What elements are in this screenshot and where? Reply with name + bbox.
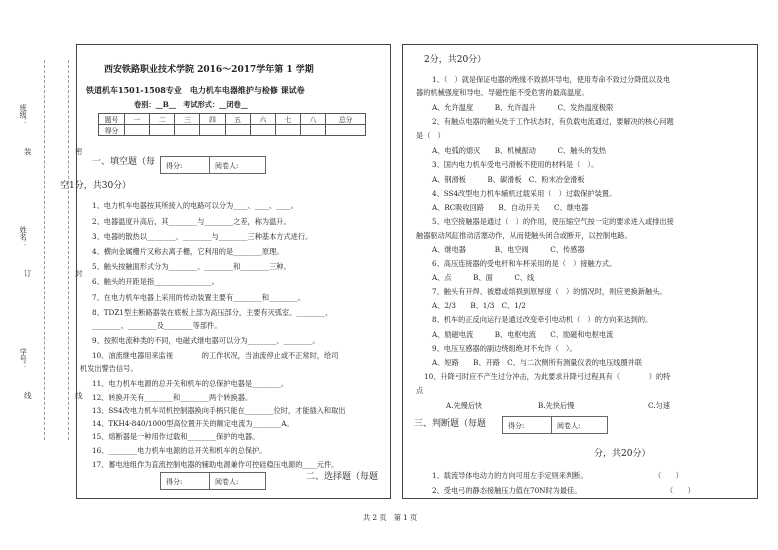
fill-item: 1、电力机车电器按其所接入的电路可以分为____、____、____。 [92, 201, 298, 210]
paper-type: 卷别：__B__ 考试形式：__闭卷__ [134, 100, 248, 109]
seal-mark-mid: 订 封 [24, 269, 101, 278]
score-cell: 八 [301, 114, 326, 125]
score-cell: 四 [200, 114, 225, 125]
choice-item: 8、机车的正反向运行是通过改变牵引电动机（ ）的方向来达到的。 [432, 315, 653, 324]
exam-subtitle: 铁道机车1501-1508专业 电力机车电器维护与检修 课试卷 [86, 85, 305, 95]
grade-box-score: 得分: [166, 162, 183, 170]
seal-mark-top: 装 密 [24, 147, 101, 156]
choice-item: A、短路 B、开路 C、与二次侧所有测量仪表的电压线圈并联 [432, 358, 643, 367]
fill-item: 6、触头的开距是指________________。 [92, 277, 219, 286]
choice-item: 10、升降弓时应不产生过分冲击，为此要求升降弓过程具有（ ）的特 [424, 372, 671, 381]
fill-item: 16、________电力机车电源的总开关和机车的总保护。 [92, 446, 267, 455]
fill-item: 8、TDZ1型主断路器装在底板上部为高压部分，主要有灭弧室、________、 [92, 308, 333, 317]
choice-item: A、钢滑板 B、碳滑板 C、粉末冶金滑板 [432, 175, 585, 184]
choice-item: 是（ ） [416, 131, 445, 140]
score-cell: 三 [175, 114, 200, 125]
grade-box-2 [160, 472, 266, 490]
exam-title: 西安铁路职业技术学院 2016～2017学年第 1 学期 [104, 65, 314, 75]
tf-answer-paren: （ ） [666, 486, 695, 495]
section1-cont: 空1分，共30分） [60, 181, 132, 191]
score-table [98, 113, 366, 136]
score-cell [200, 125, 225, 136]
q10-option-b: B.先快后慢 [538, 401, 575, 410]
grade-box-grader: 阅卷人: [557, 422, 581, 430]
fill-item: 机发出警告信号。 [80, 364, 138, 373]
fill-item: 12、转换开关有________和________两个转换器。 [92, 393, 253, 402]
section2-title: 二、选择题（每题 [306, 472, 379, 482]
q10-option-a: A.先慢后快 [446, 401, 483, 410]
section3-title: 三、判断题（每题 [414, 419, 487, 429]
grade-box-score: 得分: [508, 422, 525, 430]
score-cell [150, 125, 175, 136]
score-table-header-row [99, 114, 366, 125]
choice-item: A、励磁电流 B、电枢电流 C、励磁和电枢电流 [432, 330, 614, 339]
fill-item: 17、蓄电池组作为直流控制电器的辅助电源兼作可控硅稳压电源的____元件。 [92, 460, 339, 469]
score-cell [326, 125, 366, 136]
seal-mark-bot: 线 线 [24, 391, 101, 400]
fill-item: 3、电器的散热以________、________与________三种基本方式进行。 [92, 232, 313, 241]
q10-option-c: C.匀速 [648, 401, 670, 410]
student-id-label: 学号： [19, 348, 29, 370]
fill-item: 11、电力机车电源的总开关和机车的总保护电器是________。 [92, 379, 289, 388]
section1-title: 一、填空题（每 [92, 157, 156, 167]
choice-item: 触器驱动风缸推动活塞动作，从而使触头闭合或断开，以控制电路。 [416, 231, 632, 240]
fill-item: 15、熔断器是一种用作过载和________保护的电器。 [92, 432, 260, 441]
fill-item: 4、横向金属栅片又称去离子栅，它利用的是________原理。 [92, 247, 284, 256]
grade-box-3 [502, 416, 608, 434]
fill-item: 13、SS4改电力机车司机控制器换向手柄只能在________位时，才能插入和取出 [92, 406, 346, 415]
score-cell [301, 125, 326, 136]
choice-item: 2、有触点电器的触头处于工作状态时，有负载电流通过，要解决的核心问题 [432, 117, 674, 126]
name-label: 姓名： [19, 226, 29, 248]
score-cell: 五 [225, 114, 250, 125]
fill-item: 9、按照电流种类的不同，电磁式继电器可以分为________、________。 [92, 336, 320, 345]
choice-item: A、继电器 B、电空阀 C、传感器 [432, 245, 585, 254]
score-table-score-row [99, 125, 366, 136]
score-cell [175, 125, 200, 136]
choice-item: 6、高压连接器的受电杆和车杯采用的是（ ）接触方式。 [432, 259, 617, 268]
tf-item: 2、受电弓的静态接触压力值在70N时为最佳。 [432, 486, 582, 495]
section3-cont: 分，共20分） [594, 449, 651, 459]
score-cell: 总分 [326, 114, 366, 125]
tf-answer-paren: （ ） [654, 471, 683, 480]
choice-item: A、允许温度 B、允许温升 C、发热温度极限 [432, 103, 614, 112]
score-cell: 题号 [99, 114, 125, 125]
score-cell: 得分 [99, 125, 125, 136]
page-footer: 共 2 页 第 1 页 [363, 513, 418, 522]
choice-item: A、电弧的熄灭 B、机械振动 C、触头的发热 [432, 146, 607, 155]
fill-item: 10、油流继电器用来监视 的工作状况，当油流停止或不正常时，给司 [92, 351, 339, 360]
score-cell: 七 [275, 114, 300, 125]
grade-box-grader: 阅卷人: [215, 162, 239, 170]
grade-box-1 [160, 156, 266, 174]
fill-item: 7、在电力机车电器上采用的传动装置主要有________和________。 [92, 293, 306, 302]
score-cell [125, 125, 150, 136]
choice-item: 器的机械强度和导电、导磁性能不受危害的最高温度。 [416, 88, 589, 97]
choice-item: 1、（ ）就是保证电器的绝缘不致损坏导电，使用寿命不致过分降低以及电 [432, 75, 671, 84]
fill-item: ________、________及________等部件。 [92, 321, 222, 330]
choice-item: A、2/3 B、1/3 C、1/2 [432, 301, 526, 310]
fill-item: 2、电器温度升高后，其________与________之差，称为温升。 [92, 217, 291, 226]
score-cell: 二 [150, 114, 175, 125]
binding-line-inner [68, 60, 69, 440]
binding-line-outer [44, 60, 45, 440]
choice-item: 点 [416, 386, 424, 395]
class-label: 班级： [19, 104, 29, 126]
choice-item: 3、国内电力机车受电弓滑板不使用的材料是（ ）。 [432, 160, 599, 169]
choice-item: A、点 B、面 C、线 [432, 273, 535, 282]
score-cell [275, 125, 300, 136]
choice-item: 4、SS4改型电力机车辅机过载采用（ ）过载保护装置。 [432, 189, 617, 198]
fill-item: 14、TKH4-840/1000型高位置开关的额定电流为________A。 [92, 419, 294, 428]
choice-item: 7、触头有开焊、被磨或熔损到原厚度（ ）的情况时，则应更换新触头。 [432, 287, 667, 296]
grade-box-grader: 阅卷人: [215, 478, 239, 486]
score-cell: 一 [125, 114, 150, 125]
fill-item: 5、触头按触面形式分为________、________和________三种。 [92, 262, 291, 271]
score-cell [250, 125, 275, 136]
score-cell [225, 125, 250, 136]
tf-item: 1、载流导体电动力的方向可用左手定则来判断。 [432, 471, 588, 480]
grade-box-score: 得分: [166, 478, 183, 486]
section2-cont: 2分，共20分） [424, 55, 487, 65]
choice-item: A、RC吸收回路 B、自动开关 C、继电器 [432, 203, 589, 212]
choice-item: 9、电压互感器的副边绕组绝对不允许（ ）。 [432, 344, 577, 353]
score-cell: 六 [250, 114, 275, 125]
choice-item: 5、电空接触器是通过（ ）的作用，使压缩空气按一定的要求进入或排出接 [432, 217, 674, 226]
